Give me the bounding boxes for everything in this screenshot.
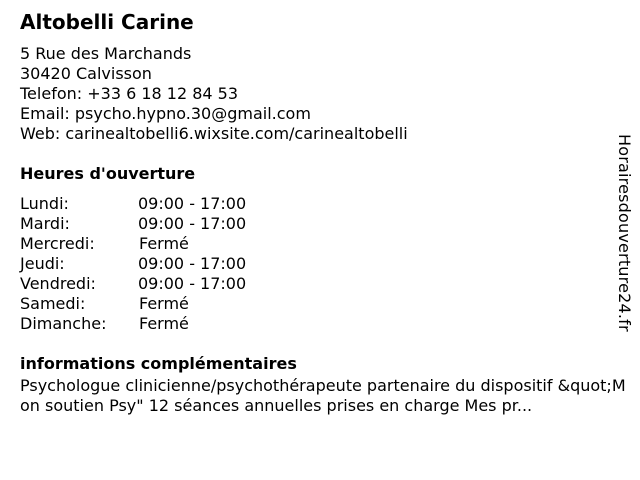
description-text: Psychologue clinicienne/psychothérapeute partenaire du dispositif &quot;Mon soutien Psy" 12 séances annuelles prises en charge Mes pr... bbox=[20, 376, 626, 415]
city: 30420 Calvisson bbox=[20, 64, 152, 83]
time-value: Fermé bbox=[139, 294, 189, 313]
phone: Telefon: +33 6 18 12 84 53 bbox=[20, 84, 239, 103]
hours-row-wednesday bbox=[20, 234, 246, 254]
hours-heading: Heures d'ouverture bbox=[20, 164, 196, 183]
day-label: Lundi: bbox=[20, 194, 69, 213]
contact-details bbox=[20, 44, 408, 144]
website: Web: carinealtobelli6.wixsite.com/carinealtobelli bbox=[20, 124, 408, 143]
opening-hours-table bbox=[20, 194, 246, 334]
business-name: Altobelli Carine bbox=[20, 10, 194, 34]
hours-row-monday bbox=[20, 194, 246, 214]
day-label: Jeudi: bbox=[20, 254, 65, 273]
hours-row-thursday bbox=[20, 254, 246, 274]
time-value: 09:00 - 17:00 bbox=[138, 214, 247, 233]
hours-row-tuesday bbox=[20, 214, 246, 234]
time-value: 09:00 - 17:00 bbox=[138, 194, 247, 213]
hours-row-sunday bbox=[20, 314, 246, 334]
day-label: Mardi: bbox=[20, 214, 70, 233]
time-value: Fermé bbox=[139, 234, 189, 253]
day-label: Samedi: bbox=[20, 294, 86, 313]
time-value: Fermé bbox=[139, 314, 189, 333]
info-heading: informations complémentaires bbox=[20, 354, 297, 373]
watermark-text: Horairesdouverture24.fr bbox=[615, 134, 634, 332]
time-value: 09:00 - 17:00 bbox=[138, 254, 247, 273]
time-value: 09:00 - 17:00 bbox=[138, 274, 247, 293]
hours-row-saturday bbox=[20, 294, 246, 314]
day-label: Mercredi: bbox=[20, 234, 95, 253]
site-watermark bbox=[612, 134, 636, 346]
email: Email: psycho.hypno.30@gmail.com bbox=[20, 104, 311, 123]
day-label: Dimanche: bbox=[20, 314, 107, 333]
street-address: 5 Rue des Marchands bbox=[20, 44, 192, 63]
hours-row-friday bbox=[20, 274, 246, 294]
day-label: Vendredi: bbox=[20, 274, 96, 293]
